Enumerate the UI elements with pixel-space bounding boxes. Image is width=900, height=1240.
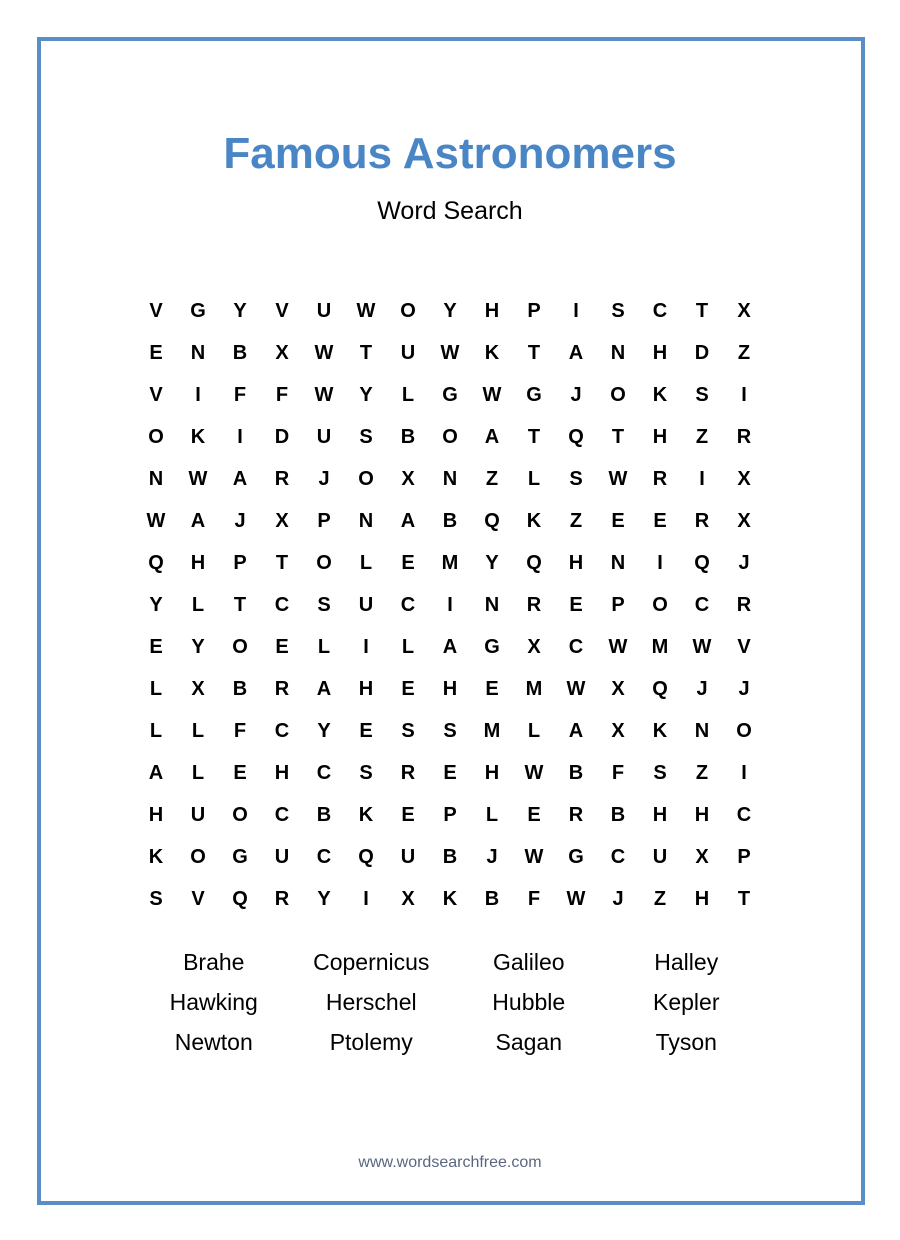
grid-letter: C	[274, 719, 290, 742]
grid-letter: L	[401, 383, 415, 406]
grid-letter: R	[274, 677, 290, 700]
grid-letter: E	[233, 761, 247, 784]
grid-letter: O	[652, 593, 668, 616]
grid-letter: R	[694, 509, 710, 532]
grid-letter: W	[692, 635, 712, 658]
grid-letter: B	[484, 887, 500, 910]
grid-letter: A	[568, 341, 584, 364]
grid-letter: X	[401, 887, 415, 910]
grid-letter: E	[149, 635, 163, 658]
grid-letter: N	[148, 467, 164, 490]
grid-letter: I	[699, 467, 705, 490]
grid-letter: L	[149, 677, 163, 700]
grid-letter: S	[611, 299, 625, 322]
grid-letter: Q	[652, 677, 668, 700]
grid-letter: W	[608, 467, 628, 490]
grid-letter: H	[274, 761, 290, 784]
grid-letter: B	[232, 341, 248, 364]
grid-letter: L	[485, 803, 499, 826]
grid-letter: U	[652, 845, 668, 868]
grid-letter: S	[695, 383, 709, 406]
grid-letter: E	[401, 551, 415, 574]
grid-letter: I	[573, 299, 579, 322]
grid-letter: G	[232, 845, 248, 868]
word-list-item: Newton	[174, 1028, 253, 1055]
grid-letter: A	[568, 719, 584, 742]
grid-letter: X	[737, 467, 751, 490]
grid-letter: B	[232, 677, 248, 700]
grid-letter: U	[358, 593, 374, 616]
grid-letter: K	[652, 383, 668, 406]
grid-letter: T	[359, 341, 373, 364]
grid-letter: H	[652, 803, 668, 826]
grid-letter: J	[486, 845, 498, 868]
grid-letter: N	[694, 719, 710, 742]
grid-letter: E	[569, 593, 583, 616]
grid-letter: H	[568, 551, 584, 574]
grid-letter: R	[736, 593, 752, 616]
grid-letter: N	[358, 509, 374, 532]
grid-letter: R	[274, 467, 290, 490]
grid-letter: X	[695, 845, 709, 868]
grid-letter: W	[566, 677, 586, 700]
puzzle-title: Famous Astronomers	[223, 129, 677, 178]
grid-letter: W	[188, 467, 208, 490]
grid-letter: C	[694, 593, 710, 616]
grid-letter: E	[611, 509, 625, 532]
grid-letter: H	[652, 341, 668, 364]
grid-letter: C	[652, 299, 668, 322]
grid-letter: R	[568, 803, 584, 826]
grid-letter: H	[484, 761, 500, 784]
grid-letter: H	[694, 887, 710, 910]
grid-letter: F	[233, 383, 247, 406]
grid-letter: S	[653, 761, 667, 784]
grid-letter: A	[484, 425, 500, 448]
grid-letter: Y	[149, 593, 163, 616]
grid-letter: W	[608, 635, 628, 658]
grid-letter: W	[314, 341, 334, 364]
word-list-item: Halley	[654, 948, 719, 975]
grid-letter: O	[610, 383, 626, 406]
grid-letter: C	[400, 593, 416, 616]
grid-letter: J	[738, 677, 750, 700]
word-list-item: Hubble	[492, 988, 566, 1015]
grid-letter: W	[566, 887, 586, 910]
grid-letter: M	[441, 551, 459, 574]
grid-letter: Y	[317, 887, 331, 910]
grid-letter: Y	[191, 635, 205, 658]
grid-letter: Q	[526, 551, 542, 574]
grid-letter: J	[318, 467, 330, 490]
grid-letter: Z	[653, 887, 667, 910]
grid-letter: X	[275, 509, 289, 532]
grid-letter: G	[190, 299, 206, 322]
grid-letter: O	[442, 425, 458, 448]
grid-letter: M	[651, 635, 669, 658]
word-list-item: Copernicus	[313, 948, 430, 975]
grid-letter: A	[400, 509, 416, 532]
grid-letter: P	[527, 299, 541, 322]
grid-letter: V	[275, 299, 289, 322]
grid-letter: Q	[568, 425, 584, 448]
grid-letter: O	[190, 845, 206, 868]
grid-letter: M	[483, 719, 501, 742]
grid-letter: P	[611, 593, 625, 616]
grid-letter: T	[737, 887, 751, 910]
grid-letter: E	[401, 677, 415, 700]
grid-letter: A	[442, 635, 458, 658]
grid-letter: W	[482, 383, 502, 406]
word-list-item: Ptolemy	[329, 1028, 413, 1055]
grid-letter: X	[401, 467, 415, 490]
grid-letter: Z	[569, 509, 583, 532]
grid-letter: W	[440, 341, 460, 364]
grid-letter: J	[738, 551, 750, 574]
grid-letter: S	[443, 719, 457, 742]
grid-letter: E	[401, 803, 415, 826]
grid-letter: M	[525, 677, 543, 700]
word-list-item: Tyson	[655, 1028, 717, 1055]
grid-letter: T	[527, 425, 541, 448]
grid-letter: C	[610, 845, 626, 868]
grid-letter: L	[527, 719, 541, 742]
grid-letter: O	[400, 299, 416, 322]
grid-letter: C	[316, 845, 332, 868]
grid-letter: T	[611, 425, 625, 448]
grid-letter: C	[274, 593, 290, 616]
grid-letter: B	[610, 803, 626, 826]
grid-letter: P	[233, 551, 247, 574]
grid-letter: I	[195, 383, 201, 406]
grid-letter: N	[442, 467, 458, 490]
grid-letter: F	[233, 719, 247, 742]
grid-letter: K	[526, 509, 542, 532]
grid-letter: T	[233, 593, 247, 616]
grid-letter: I	[447, 593, 453, 616]
grid-letter: L	[149, 719, 163, 742]
word-list-item: Galileo	[492, 948, 565, 975]
grid-letter: D	[274, 425, 290, 448]
grid-letter: Q	[232, 887, 248, 910]
grid-letter: H	[652, 425, 668, 448]
grid-letter: S	[359, 425, 373, 448]
word-list-item: Sagan	[495, 1028, 562, 1055]
puzzle-subtitle: Word Search	[377, 197, 523, 225]
grid-letter: D	[694, 341, 710, 364]
grid-letter: C	[274, 803, 290, 826]
grid-letter: K	[442, 887, 458, 910]
letter-grid	[135, 290, 765, 920]
grid-letter: Q	[148, 551, 164, 574]
grid-letter: A	[316, 677, 332, 700]
grid-letter: W	[314, 383, 334, 406]
footer-url[interactable]: www.wordsearchfree.com	[358, 1154, 542, 1171]
grid-letter: N	[610, 341, 626, 364]
grid-letter: U	[316, 425, 332, 448]
grid-letter: U	[274, 845, 290, 868]
grid-letter: W	[146, 509, 166, 532]
grid-letter: O	[232, 635, 248, 658]
grid-letter: A	[232, 467, 248, 490]
grid-letter: E	[149, 341, 163, 364]
grid-letter: F	[527, 887, 541, 910]
grid-letter: A	[148, 761, 164, 784]
grid-letter: B	[442, 845, 458, 868]
grid-letter: U	[190, 803, 206, 826]
grid-letter: X	[611, 677, 625, 700]
grid-letter: J	[570, 383, 582, 406]
grid-letter: R	[736, 425, 752, 448]
grid-letter: T	[275, 551, 289, 574]
grid-letter: Z	[485, 467, 499, 490]
grid-letter: V	[149, 299, 163, 322]
grid-letter: U	[400, 341, 416, 364]
grid-letter: E	[485, 677, 499, 700]
grid-letter: Y	[485, 551, 499, 574]
grid-letter: V	[191, 887, 205, 910]
grid-letter: Y	[233, 299, 247, 322]
grid-letter: T	[527, 341, 541, 364]
grid-letter: X	[191, 677, 205, 700]
grid-letter: Q	[694, 551, 710, 574]
grid-letter: H	[358, 677, 374, 700]
grid-letter: E	[443, 761, 457, 784]
grid-letter: C	[568, 635, 584, 658]
grid-letter: E	[359, 719, 373, 742]
grid-letter: K	[148, 845, 164, 868]
grid-letter: I	[237, 425, 243, 448]
grid-letter: I	[741, 383, 747, 406]
grid-letter: E	[653, 509, 667, 532]
grid-letter: N	[610, 551, 626, 574]
grid-letter: V	[149, 383, 163, 406]
grid-letter: Z	[695, 425, 709, 448]
grid-letter: S	[569, 467, 583, 490]
grid-letter: G	[484, 635, 500, 658]
word-list	[135, 942, 765, 1062]
grid-letter: I	[741, 761, 747, 784]
grid-letter: G	[442, 383, 458, 406]
grid-letter: R	[652, 467, 668, 490]
grid-letter: H	[694, 803, 710, 826]
grid-letter: J	[234, 509, 246, 532]
word-list-item: Hawking	[169, 988, 258, 1015]
grid-letter: L	[527, 467, 541, 490]
grid-letter: L	[359, 551, 373, 574]
grid-letter: K	[358, 803, 374, 826]
grid-letter: H	[148, 803, 164, 826]
grid-letter: Y	[359, 383, 373, 406]
grid-letter: W	[524, 761, 544, 784]
grid-letter: Q	[358, 845, 374, 868]
grid-letter: B	[400, 425, 416, 448]
grid-letter: X	[275, 341, 289, 364]
grid-letter: L	[191, 593, 205, 616]
grid-letter: O	[358, 467, 374, 490]
grid-letter: J	[696, 677, 708, 700]
grid-letter: K	[652, 719, 668, 742]
grid-letter: I	[657, 551, 663, 574]
grid-letter: X	[527, 635, 541, 658]
grid-letter: R	[274, 887, 290, 910]
grid-letter: U	[400, 845, 416, 868]
grid-letter: O	[316, 551, 332, 574]
grid-letter: P	[443, 803, 457, 826]
grid-letter: T	[695, 299, 709, 322]
grid-letter: E	[275, 635, 289, 658]
grid-letter: B	[442, 509, 458, 532]
grid-letter: X	[737, 509, 751, 532]
grid-letter: Y	[317, 719, 331, 742]
grid-letter: R	[400, 761, 416, 784]
grid-letter: O	[148, 425, 164, 448]
grid-letter: K	[484, 341, 500, 364]
grid-letter: J	[612, 887, 624, 910]
grid-letter: H	[484, 299, 500, 322]
grid-letter: W	[356, 299, 376, 322]
grid-letter: O	[232, 803, 248, 826]
grid-letter: F	[611, 761, 625, 784]
grid-letter: G	[568, 845, 584, 868]
grid-letter: S	[317, 593, 331, 616]
grid-letter: A	[190, 509, 206, 532]
grid-letter: Y	[443, 299, 457, 322]
grid-letter: X	[737, 299, 751, 322]
grid-letter: I	[363, 635, 369, 658]
word-list-item: Kepler	[653, 988, 720, 1015]
grid-letter: P	[737, 845, 751, 868]
grid-letter: V	[737, 635, 751, 658]
grid-letter: G	[526, 383, 542, 406]
grid-letter: U	[316, 299, 332, 322]
grid-letter: O	[736, 719, 752, 742]
grid-letter: L	[191, 761, 205, 784]
grid-letter: C	[736, 803, 752, 826]
grid-letter: W	[524, 845, 544, 868]
grid-letter: N	[484, 593, 500, 616]
grid-letter: Z	[695, 761, 709, 784]
grid-letter: F	[275, 383, 289, 406]
grid-letter: S	[359, 761, 373, 784]
grid-letter: P	[317, 509, 331, 532]
grid-letter: K	[190, 425, 206, 448]
grid-letter: C	[316, 761, 332, 784]
grid-letter: Z	[737, 341, 751, 364]
grid-letter: H	[190, 551, 206, 574]
grid-letter: S	[401, 719, 415, 742]
word-list-item: Herschel	[325, 988, 417, 1015]
grid-letter: E	[527, 803, 541, 826]
grid-letter: X	[611, 719, 625, 742]
grid-letter: B	[316, 803, 332, 826]
grid-letter: L	[191, 719, 205, 742]
grid-letter: I	[363, 887, 369, 910]
grid-letter: Q	[484, 509, 500, 532]
grid-letter: N	[190, 341, 206, 364]
grid-letter: L	[317, 635, 331, 658]
grid-letter: B	[568, 761, 584, 784]
grid-letter: L	[401, 635, 415, 658]
grid-letter: H	[442, 677, 458, 700]
grid-letter: R	[526, 593, 542, 616]
grid-letter: S	[149, 887, 163, 910]
word-list-item: Brahe	[183, 948, 245, 975]
